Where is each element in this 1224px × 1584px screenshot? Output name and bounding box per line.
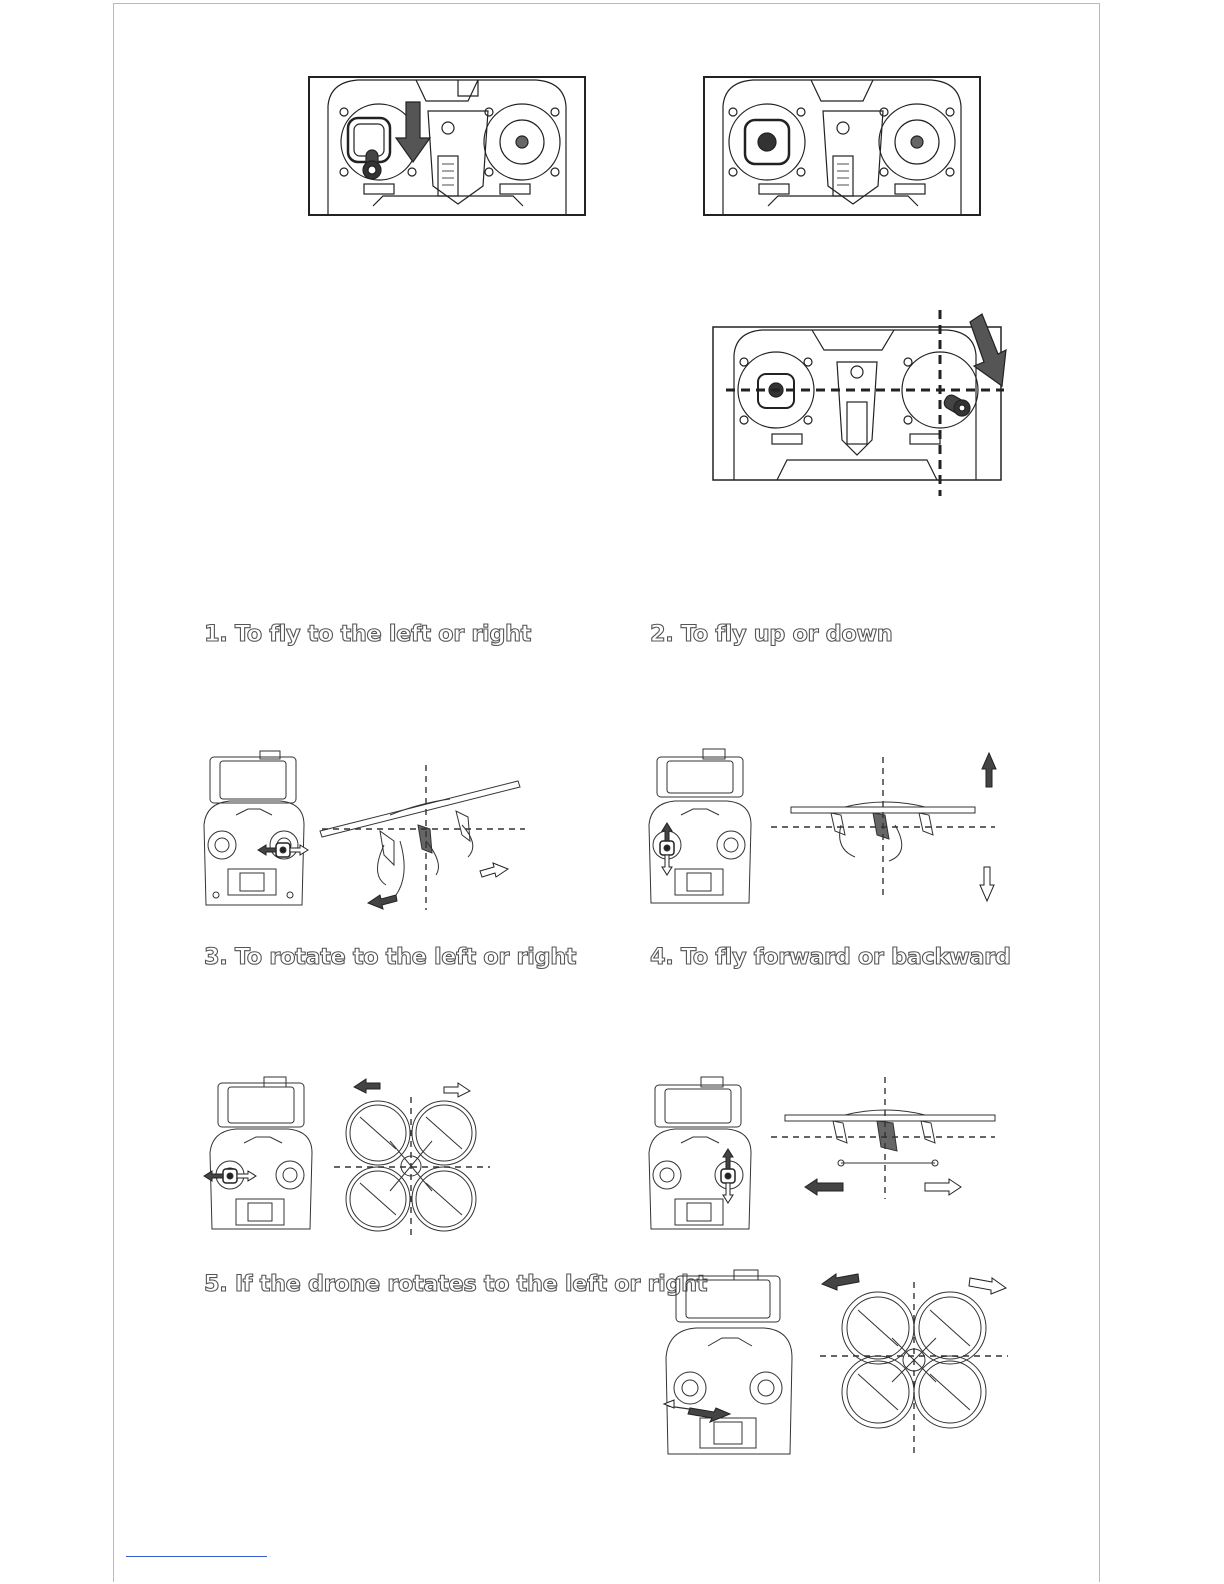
remote-closeup-neutral [703,76,981,216]
step-5-heading: 5. If the drone rotates to the left or right [204,1271,708,1297]
direction-arrow-icon [822,1274,859,1290]
step-2-heading: 2. To fly up or down [650,621,893,647]
remote-closeup-trim [712,310,1007,496]
step-3-illustration [200,1075,495,1235]
direction-arrow-icon [444,1083,470,1097]
step-5-illustration [660,1268,1010,1460]
step-1-heading: 1. To fly to the left or right [204,621,532,647]
direction-arrow-icon [368,895,397,909]
direction-arrow-icon [723,1183,733,1203]
direction-arrow-icon [805,1179,843,1195]
remote-closeup-throttle-down [308,76,586,216]
direction-arrow-icon [969,1278,1006,1294]
direction-arrow-icon [980,867,994,901]
remote-controller [666,1270,792,1454]
step-3-heading: 3. To rotate to the left or right [204,944,577,970]
step-4-illustration [645,1075,1000,1235]
remote-controller [204,751,304,905]
direction-arrow-icon [662,823,672,841]
direction-arrow-icon [662,855,672,875]
direction-arrow-icon [354,1079,380,1093]
remote-controller [649,749,751,903]
direction-arrow-icon [290,845,308,855]
direction-arrow-icon [982,753,996,787]
remote-controller [649,1077,751,1229]
drone-side-view [785,1110,995,1166]
direction-arrow-icon [688,1408,730,1422]
step-4-heading: 4. To fly forward or backward [650,944,1011,970]
remote-controller [210,1077,312,1229]
direction-arrow-icon [204,1171,223,1181]
drone-side-view [791,802,975,861]
footer-link-underline [126,1556,267,1557]
direction-arrow-icon [925,1179,961,1195]
direction-arrow-icon [723,1149,733,1169]
step-2-illustration [645,745,1000,910]
direction-arrow-icon [237,1171,256,1181]
direction-arrow-icon [480,863,508,877]
step-1-illustration [200,745,530,915]
direction-arrow-icon [664,1400,674,1408]
drone-side-view [320,781,520,895]
